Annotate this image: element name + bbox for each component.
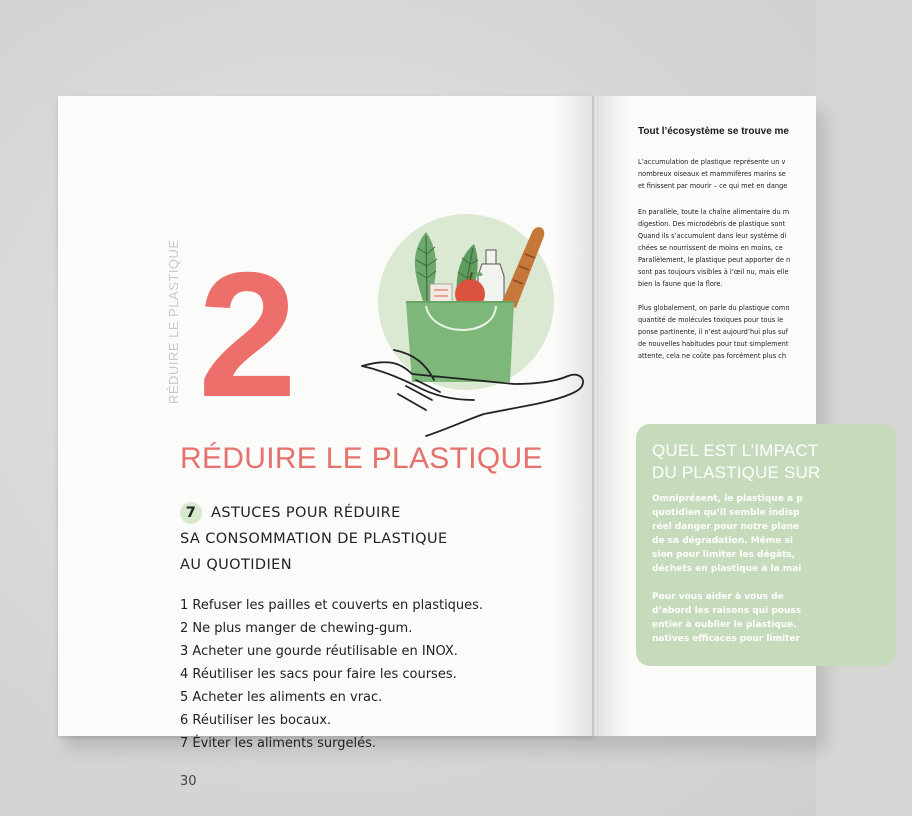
grocery-bag-icon <box>406 302 514 382</box>
chapter-title: RÉDUIRE LE PLASTIQUE <box>180 442 543 475</box>
tip-item: 1 Refuser les pailles et couverts en plastiques. <box>180 598 484 613</box>
tip-item: 5 Acheter les aliments en vrac. <box>180 690 383 705</box>
hand-with-grocery-bag-illustration <box>354 214 604 444</box>
tip-item: 6 Réutiliser les bocaux. <box>180 713 332 728</box>
callout-paragraph-1: Omniprésent, le plastique a p quotidien qu’il semble indisp réel danger pour notre plane de sa dégradation. Même si sion pour limiter les dégâts, déchets en plastique à la mai <box>652 494 803 574</box>
paragraph-2: En parallèle, toute la chaîne alimentaire du m digestion. Des microdébris de plastique sont Quand ils s’accumulent dans leur système di chées se nourrissent de moins en moins, ce Parallèlement, le plastique peut apporter de n sont pas toujours visibles à l’œil nu, mais elle bien la faune que la flore. <box>638 208 791 288</box>
tip-item: 7 Éviter les aliments surgelés. <box>180 736 376 751</box>
page-number: 30 <box>180 774 197 789</box>
paragraph-3: Plus globalement, on parle du plastique comn quantité de molécules toxiques pour tous le ponse partinente, il n’est aujourd’hui plus suf de nouvelles habitudes pour tout simplement attente, cela ne coûte pas forcément plus ch <box>638 304 790 360</box>
callout-title: QUEL EST L’IMPACT DU PLASTIQUE SUR <box>652 441 821 482</box>
chapter-number: 2 <box>198 235 297 434</box>
tip-item: 4 Réutiliser les sacs pour faire les courses. <box>180 667 457 682</box>
right-heading: Tout l’écosystème se trouve me <box>638 126 789 137</box>
tip-item: 3 Acheter une gourde réutilisable en INOX. <box>180 644 458 659</box>
tips-list <box>180 596 483 757</box>
side-title: RÉDUIRE LE PLASTIQUE <box>166 239 181 404</box>
callout-paragraph-2: Pour vous aider à vous de d’abord les raisons qui pouss entier à oublier le plastique. natives efficaces pour limiter <box>652 592 802 644</box>
tip-item: 2 Ne plus manger de chewing-gum. <box>180 621 413 636</box>
left-page <box>58 96 594 789</box>
tips-count-badge: 7 <box>180 502 202 524</box>
right-page <box>598 96 821 736</box>
subtitle <box>180 500 480 578</box>
impact-callout-box <box>636 424 896 666</box>
subtitle-line-3: AU QUOTIDIEN <box>180 557 292 573</box>
paragraph-1: L’accumulation de plastique représente un v nombreux oiseaux et mammifères marins se et finissent par mourir – ce qui met en dange <box>638 158 788 190</box>
subtitle-line-2: SA CONSOMMATION DE PLASTIQUE <box>180 531 448 547</box>
subtitle-line-1: 7 ASTUCES POUR RÉDUIRE <box>180 500 480 526</box>
